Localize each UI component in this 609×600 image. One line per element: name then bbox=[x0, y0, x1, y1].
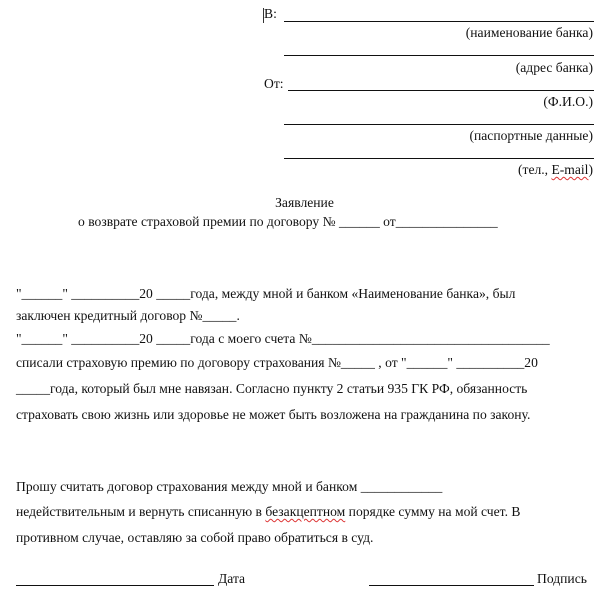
body-p1-line1: "______" __________20 _____года, между мной и банком «Наименование банка», был bbox=[16, 286, 516, 301]
bank-name-line[interactable] bbox=[284, 21, 594, 22]
from-label: От: bbox=[264, 76, 284, 91]
body-p2-line2: списали страховую премию по договору страхования №_____ , от "______" __________20 bbox=[16, 355, 538, 370]
fio-caption: (Ф.И.О.) bbox=[543, 94, 593, 109]
body-p2-line3: _____года, который был мне навязан. Согласно пункту 2 статьи 935 ГК РФ, обязанность bbox=[16, 381, 528, 396]
contacts-line[interactable] bbox=[284, 158, 594, 159]
passport-caption: (паспортные данные) bbox=[469, 128, 593, 143]
date-label: Дата bbox=[218, 571, 246, 586]
date-line[interactable] bbox=[16, 585, 214, 586]
body-p3-line1: Прошу считать договор страхования между мной и банком ____________ bbox=[16, 479, 443, 494]
body-p3-line2-a: недействительным и вернуть списанную в bbox=[16, 504, 266, 519]
body-p1-line2: заключен кредитный договор №_____. bbox=[16, 308, 240, 323]
signature-line[interactable] bbox=[369, 585, 534, 586]
contacts-caption-prefix: (тел., bbox=[517, 162, 552, 177]
signature-label: Подпись bbox=[537, 571, 587, 586]
body-p3-line2-c: порядке сумму на мой счет. В bbox=[345, 504, 521, 519]
body-p3-line2-b: безакцептном bbox=[265, 504, 346, 519]
body-p2-line4: страховать свою жизнь или здоровье не может быть возложена на гражданина по закону. bbox=[16, 407, 531, 422]
document-subtitle: о возврате страховой премии по договору № ______ от_______________ bbox=[78, 214, 498, 229]
fio-line[interactable] bbox=[288, 90, 594, 91]
body-p3-line3: противном случае, оставляю за собой право обратиться в суд. bbox=[16, 530, 374, 545]
bank-name-caption: (наименование банка) bbox=[465, 25, 593, 40]
bank-address-caption: (адрес банка) bbox=[515, 60, 593, 75]
contacts-caption bbox=[518, 162, 593, 178]
passport-line[interactable] bbox=[284, 124, 594, 125]
contacts-caption-email: E-mail bbox=[551, 162, 589, 177]
body-p2-line1: "______" __________20 _____года с моего счета №___________________________________ bbox=[16, 331, 550, 346]
contacts-caption-suffix: ) bbox=[588, 162, 593, 177]
body-p3-line2 bbox=[16, 504, 520, 520]
bank-address-line[interactable] bbox=[284, 55, 594, 56]
to-label: В: bbox=[264, 6, 277, 21]
document-title: Заявление bbox=[275, 195, 334, 210]
